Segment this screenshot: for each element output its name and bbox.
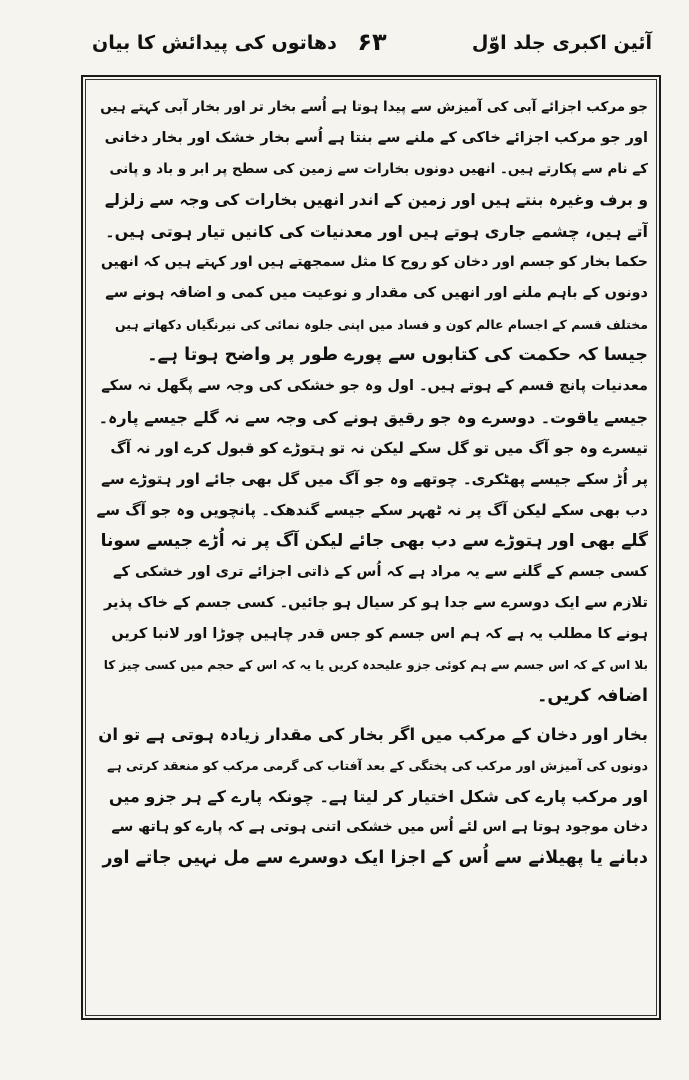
text-line: مختلف قسم کے اجسام عالم کون و فساد میں اپنی جلوہ نمائی کی نیرنگیاں دکھاتے ہیں [114,317,648,332]
body-text [96,92,648,874]
text-line: اضافہ کریں۔ [537,686,648,706]
text-line: دب بھی سکے لیکن آگ پر نہ ٹھہر سکے جیسے گندھک۔ پانچویں وہ جو آگ سے [96,501,648,519]
text-line: آتے ہیں، چشمے جاری ہوتے ہیں اور معدنیات کی کانیں تیار ہوتی ہیں۔ [105,222,648,241]
paragraph-gap [96,712,648,719]
text-line: دونوں کی آمیزش اور مرکب کی پختگی کے بعد آفتاب کی گرمی مرکب کو منعقد کرتی ہے [107,758,648,773]
chapter-title: دھاتوں کی پیدائش کا بیان [92,32,337,54]
text-line: پر اُڑ سکے جیسے پھٹکری۔ چوتھے وہ جو آگ میں گل بھی جائے اور ہتوڑے سے [101,470,648,488]
text-line: دبانے یا پھیلانے سے اُس کے اجزا ایک دوسرے سے مل نہیں جاتے اور [102,848,648,868]
text-line: بلا اس کے کہ اس جسم سے ہم کوئی جزو علیحدہ کریں یا یہ کہ اس کے حجم میں کسی چیز کا [103,658,648,672]
text-line: تلازم سے ایک دوسرے سے جدا ہو کر سیال ہو جائیں۔ کسی جسم کے خاک پذیر [104,595,648,611]
text-line: گلے بھی اور ہتوڑے سے دب بھی جائے لیکن آگ پر نہ اُڑے جیسے سونا [100,531,648,551]
text-line: جو مرکب اجزائے آبی کی آمیزش سے پیدا ہوتا ہے اُسے بخار تر اور بخار آبی کہتے ہیں [100,99,648,115]
paragraph [96,719,648,874]
text-line: کے نام سے پکارتے ہیں۔ انھیں دونوں بخارات سے زمین کی سطح پر ابر و باد و پانی [109,161,648,177]
text-line: کسی جسم کے گلنے سے یہ مراد ہے کہ اُس کے ذاتی اجزائے تری اور خشکی کے [112,564,648,580]
page-header [92,26,652,68]
text-line: دونوں کے باہم ملنے اور انھیں کی مقدار و نوعیت میں کمی و اضافہ ہونے سے [105,285,648,301]
text-line: ہونے کا مطلب یہ ہے کہ ہم اس جسم کو جس قدر چاہیں چوڑا اور لانبا کریں [111,626,648,642]
paragraph [96,371,648,712]
text-line: و برف وغیرہ بنتے ہیں اور زمین کے اندر انھیں بخارات کی وجہ سے زلزلے [104,191,648,209]
text-line: جیسے یاقوت۔ دوسرے وہ جو رقیق ہونے کی وجہ سے نہ گلے جیسے پارہ۔ [98,408,648,427]
paragraph [96,92,648,247]
text-line: معدنیات پانچ قسم کے ہوتے ہیں۔ اول وہ جو خشکی کی وجہ سے پگھل نہ سکے [101,378,648,394]
text-line: حکما بخار کو جسم اور دخان کو روح کا مثل سمجھتے ہیں اور کہتے ہیں کہ انھیں [100,254,648,270]
paragraph [96,247,648,371]
text-line: بخار اور دخان کے مرکب میں اگر بخار کی مقدار زیادہ ہوتی ہے تو ان [98,725,648,744]
book-title: آئین اکبری جلد اوّل [471,32,652,54]
text-line: تیسرے وہ جو آگ میں تو گل سکے لیکن نہ تو ہتوڑے کو قبول کرے اور نہ آگ [110,439,648,457]
text-line: جیسا کہ حکمت کی کتابوں سے پورے طور پر واضح ہوتا ہے۔ [147,345,648,365]
text-line: دخان موجود ہوتا ہے اس لئے اُس میں خشکی اتنی ہوتی ہے کہ پارے کو ہاتھ سے [111,819,648,835]
text-line: اور مرکب پارے کی شکل اختیار کر لیتا ہے۔ چونکہ پارے کے ہر جزو میں [108,787,648,806]
page-number: ۶۳ [357,28,387,56]
text-line: اور جو مرکب اجزائے خاکی کے ملنے سے بنتا ہے اُسے بخار خشک اور بخار دخانی [104,130,648,146]
